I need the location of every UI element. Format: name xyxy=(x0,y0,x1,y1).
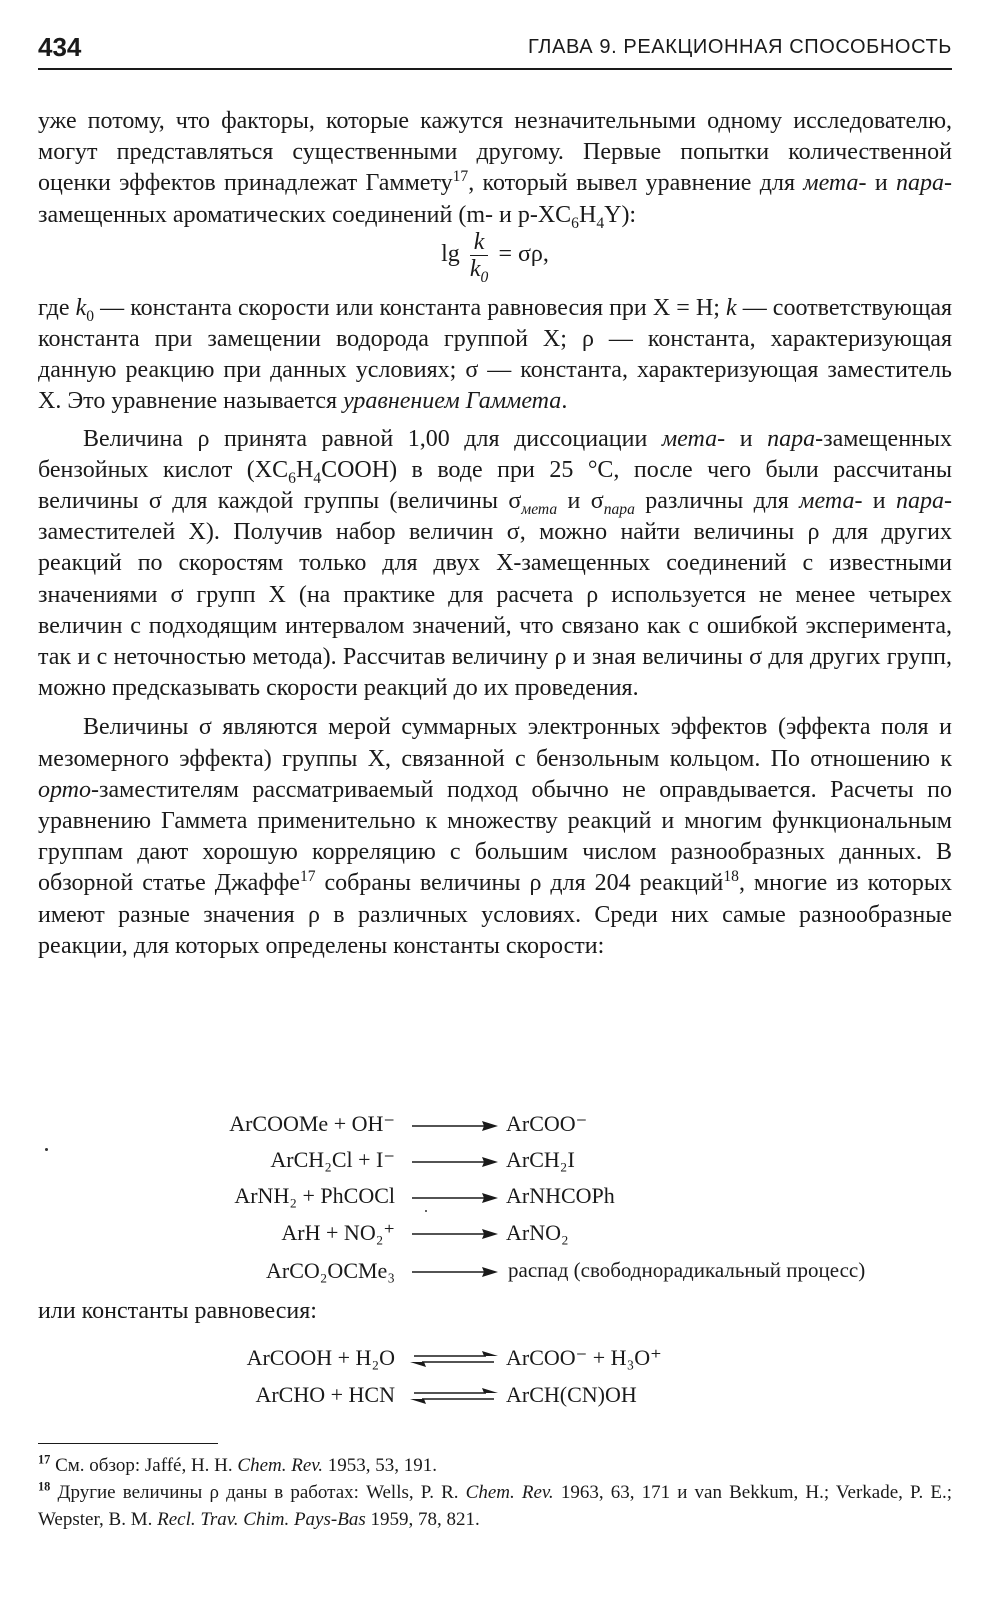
paragraph-3 xyxy=(38,424,952,705)
forward-arrow-icon xyxy=(412,1190,498,1206)
text-run: H xyxy=(578,201,597,228)
text-run: , который вывел уравнение для xyxy=(468,170,804,197)
forward-arrow-icon xyxy=(412,1154,498,1170)
subscript: 0 xyxy=(480,268,489,286)
hammett-equation xyxy=(38,229,952,293)
text-run: различны для xyxy=(634,488,800,515)
subscript: 6 xyxy=(571,214,579,232)
reaction-products: ArNHCOPh xyxy=(506,1183,615,1208)
text-run: Другие величины ρ даны в работах: Wells, P. R. xyxy=(50,1482,466,1503)
italic-term: мета- xyxy=(799,488,863,515)
reaction-reactants: ArH + NO₂⁺ xyxy=(281,1220,395,1245)
subscript-italic: мета xyxy=(521,500,558,518)
text-run: . xyxy=(561,388,568,415)
subscript-italic: пара xyxy=(603,500,635,518)
italic-term: пара xyxy=(896,170,944,197)
text-run: -заместителей X). Получив набор величин σ, можно найти величины ρ для других реакций по скоростям только для двух X-замещенных соединений с известными значениями σ групп X (на практике для расчета ρ используется не менее четырех величин с подходящим интервалом значений, что связано как с ошибкой эксперимента, так и с неточностью метода). Рассчитав величину ρ и зная величины σ для других групп, можно предсказывать скорости реакций до их проведения. xyxy=(38,488,953,702)
reaction-products: ArCOO⁻ xyxy=(506,1111,588,1136)
page-header xyxy=(38,28,952,70)
text-run: -заместителям рассматриваемый подход обычно не оправдывается. Расчеты по уравнению Гаммета применительно к множеству реакций и многим функциональным группам дают хорошую корреляцию с большим числом разнообразных данных. В обзорной статье Джаффе xyxy=(38,776,952,897)
italic-term: орто xyxy=(38,776,92,803)
footnote-ref: 17 xyxy=(299,868,316,886)
equilibrium-arrow-icon xyxy=(410,1348,498,1370)
reaction-products: ArCH₂I xyxy=(506,1147,575,1172)
paragraph-4 xyxy=(38,712,952,962)
equation-lg: lg xyxy=(441,240,460,267)
text-run: и xyxy=(862,488,897,515)
text-run: COOH) в воде при 25 °C, после чего были рассчитаны величины σ для каждой группы (величины σ xyxy=(38,456,952,515)
forward-arrow-icon xyxy=(412,1226,498,1242)
text-run: — константа скорости или константа равновесия при X = H; xyxy=(94,294,726,321)
equation-denominator xyxy=(469,255,489,286)
page-number: 434 xyxy=(38,32,82,62)
text-run: где xyxy=(38,294,76,321)
journal-title: Chem. Rev. xyxy=(237,1455,324,1476)
forward-arrow-icon xyxy=(412,1264,498,1280)
text-run: 1963, 63, 171 и van Bekkum, H.; Verkade, P. E.; Wepster, B. M. xyxy=(38,1482,953,1530)
footnote-mark: 17 xyxy=(38,1452,51,1467)
text-run: H xyxy=(295,456,314,483)
print-speck xyxy=(45,1148,48,1151)
italic-term: пара xyxy=(767,425,816,452)
italic-term: уравнением Гаммета xyxy=(343,388,562,415)
text-run: уже потому, что факторы, которые кажутся незначительными одному исследователю, могут представляться существенными другому. Первые попытки количественной оценки эффектов принадлежат Гаммету xyxy=(38,108,952,197)
text-run: Величины σ являются мерой суммарных электронных эффектов (эффекта поля и мезомерного эффекта) группы X, связанной с бензольным кольцом. По отношению к xyxy=(38,714,952,772)
footnote-ref: 18 xyxy=(723,868,739,886)
subscript: 4 xyxy=(596,214,605,232)
footnote-mark: 18 xyxy=(38,1479,51,1494)
footnote-17 xyxy=(38,1452,952,1479)
text-run: -замещенных бензойных кислот (XC xyxy=(38,425,953,483)
text-run: — соответствующая константа при замещении водорода группой X; ρ — константа, характеризующая данную реакцию при данных условиях; σ — константа, характеризующая заместитель X. Это уравнение называется xyxy=(38,294,953,415)
equilibrium-arrow-icon xyxy=(410,1385,498,1407)
text-run: См. обзор: Jaffé, H. H. xyxy=(50,1455,238,1476)
subscript: 6 xyxy=(288,469,296,487)
text-run: и xyxy=(866,170,896,197)
italic-term: мета- xyxy=(661,425,726,452)
reaction-reactants: ArCH₂Cl + I⁻ xyxy=(270,1147,395,1172)
paragraph-1 xyxy=(38,106,952,231)
reaction-reactants: ArCOOMe + OH⁻ xyxy=(229,1111,395,1136)
reaction-products: ArCH(CN)OH xyxy=(506,1382,637,1407)
text-run: 1953, 53, 191. xyxy=(323,1455,438,1476)
footnote-18 xyxy=(38,1479,952,1533)
reaction-products: ArNO₂ xyxy=(506,1220,569,1245)
text-run: , многие из которых имеют разные значения ρ в различных условиях. Среди них самые разнообразные реакции, для которых определены константы скорости: xyxy=(38,870,952,959)
subscript: 4 xyxy=(313,469,322,487)
text-run: 1959, 78, 821. xyxy=(365,1509,480,1530)
italic-term: пара xyxy=(896,488,945,515)
text-run: и σ xyxy=(557,488,604,515)
print-speck xyxy=(425,1210,427,1212)
footnote-rule xyxy=(38,1443,218,1444)
reaction-products: ArCOO⁻ + H₃O⁺ xyxy=(506,1345,662,1370)
text-run: -замещенных ароматических соединений (m- и p-XC xyxy=(38,170,952,228)
running-title: ГЛАВА 9. РЕАКЦИОННАЯ СПОСОБНОСТЬ xyxy=(528,36,952,58)
equation-fraction xyxy=(469,228,489,286)
reaction-reactants: ArNH₂ + PhCOCl xyxy=(234,1183,395,1208)
footnote-ref: 17 xyxy=(452,168,469,186)
journal-title: Recl. Trav. Chim. Pays-Bas xyxy=(157,1509,366,1530)
text-run: собраны величины ρ для 204 реакций xyxy=(315,870,724,897)
italic-term: мета- xyxy=(803,170,867,197)
equation-numerator: k xyxy=(470,229,489,256)
equation-rhs: = σρ, xyxy=(498,240,549,267)
italic-symbol: k xyxy=(725,294,737,321)
reaction-products: распад (свободнорадикальный процесс) xyxy=(508,1258,866,1282)
reaction-reactants: ArCO₂OCMe₃ xyxy=(265,1258,395,1283)
reaction-reactants: ArCHO + HCN xyxy=(255,1382,395,1407)
journal-title: Chem. Rev. xyxy=(465,1482,554,1503)
equation-den-symbol: k xyxy=(469,255,481,282)
forward-arrow-icon xyxy=(412,1118,498,1134)
main-text xyxy=(38,106,952,962)
italic-symbol: k xyxy=(75,294,87,321)
reaction-reactants: ArCOOH + H₂O xyxy=(246,1345,395,1370)
subscript: 0 xyxy=(86,307,95,325)
text-run: Величина ρ принята равной 1,00 для диссоциации xyxy=(83,425,662,452)
paragraph-2 xyxy=(38,293,952,418)
text-run: Y): xyxy=(604,201,637,228)
equilibrium-intro: или константы равновесия: xyxy=(38,1298,317,1324)
text-run: и xyxy=(725,425,768,452)
